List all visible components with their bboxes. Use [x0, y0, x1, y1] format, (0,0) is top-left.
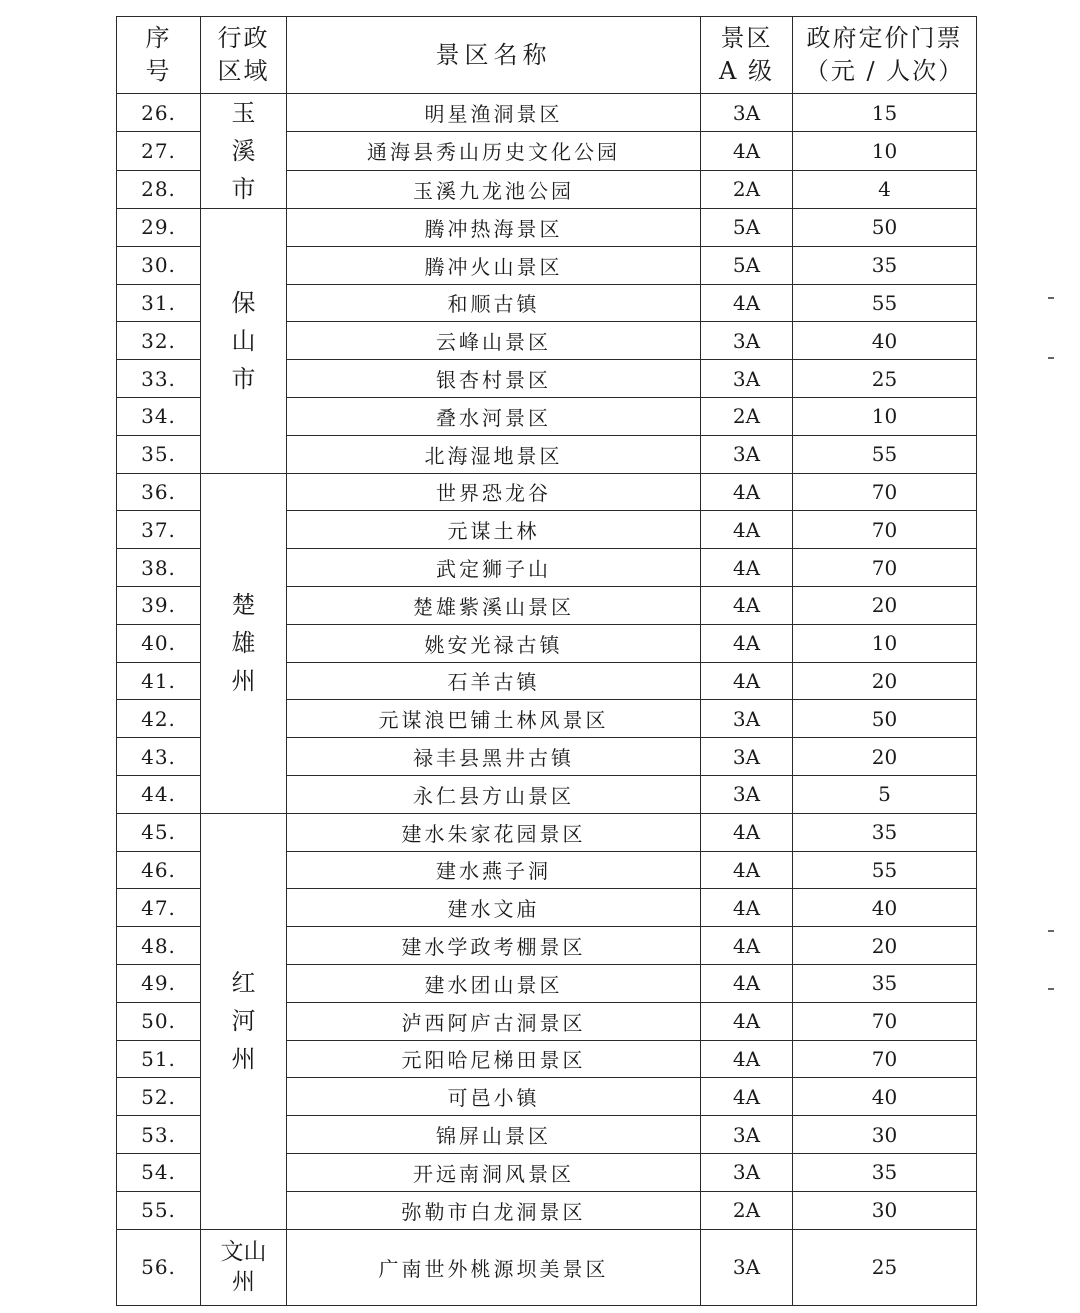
- table-row: [117, 209, 977, 247]
- scenic-area-name: 玉溪九龙池公园: [287, 170, 701, 208]
- row-number: 43.: [117, 738, 201, 776]
- region-label-char: 雄: [231, 629, 256, 658]
- table-row: [117, 473, 977, 511]
- row-number: 39.: [117, 586, 201, 624]
- ticket-price: 30: [793, 1116, 977, 1154]
- ticket-price: 20: [793, 927, 977, 965]
- scenic-area-name: 永仁县方山景区: [287, 775, 701, 813]
- ticket-price: 70: [793, 511, 977, 549]
- region-label-char: 楚: [231, 591, 256, 620]
- region-label-char: 山: [231, 326, 256, 355]
- scenic-area-name: 楚雄紫溪山景区: [287, 586, 701, 624]
- region-label-char: 保: [231, 288, 256, 317]
- row-number: 46.: [117, 851, 201, 889]
- a-grade: 4A: [701, 511, 793, 549]
- scenic-area-name: 元阳哈尼梯田景区: [287, 1040, 701, 1078]
- a-grade: 4A: [701, 1078, 793, 1116]
- row-number: 28.: [117, 170, 201, 208]
- region-label-char: 红: [231, 969, 256, 998]
- ticket-price: 20: [793, 662, 977, 700]
- a-grade: 4A: [701, 927, 793, 965]
- a-grade: 5A: [701, 209, 793, 247]
- a-grade: 4A: [701, 889, 793, 927]
- scenic-area-name: 石羊古镇: [287, 662, 701, 700]
- scenic-area-name: 建水文庙: [287, 889, 701, 927]
- ticket-price: 35: [793, 1153, 977, 1191]
- row-number: 27.: [117, 132, 201, 170]
- ticket-price: 40: [793, 889, 977, 927]
- row-number: 52.: [117, 1078, 201, 1116]
- scenic-area-name: 银杏村景区: [287, 360, 701, 398]
- a-grade: 3A: [701, 360, 793, 398]
- a-grade: 4A: [701, 549, 793, 587]
- a-grade: 4A: [701, 1002, 793, 1040]
- header-price-line2: （元 / 人次）: [804, 57, 965, 85]
- a-grade: 4A: [701, 662, 793, 700]
- ticket-price: 10: [793, 132, 977, 170]
- a-grade: 4A: [701, 964, 793, 1002]
- scenic-area-name: 叠水河景区: [287, 397, 701, 435]
- ticket-price: 25: [793, 1229, 977, 1305]
- a-grade: 4A: [701, 624, 793, 662]
- region-label-char: 溪: [231, 137, 256, 165]
- header-region: [201, 17, 287, 94]
- scenic-area-name: 明星渔洞景区: [287, 94, 701, 132]
- row-number: 55.: [117, 1191, 201, 1229]
- ticket-price: 25: [793, 360, 977, 398]
- header-grade: [701, 17, 793, 94]
- region-label-char: 州: [232, 1269, 255, 1296]
- region-label-char: 文山: [220, 1239, 267, 1266]
- ticket-price: 50: [793, 209, 977, 247]
- row-number: 37.: [117, 511, 201, 549]
- row-number: 36.: [117, 473, 201, 511]
- scenic-area-name: 可邑小镇: [287, 1078, 701, 1116]
- ticket-price: 15: [793, 94, 977, 132]
- a-grade: 2A: [701, 1191, 793, 1229]
- ticket-price: 20: [793, 586, 977, 624]
- row-number: 30.: [117, 246, 201, 284]
- table-row: [117, 1229, 977, 1305]
- scenic-area-name: 通海县秀山历史文化公园: [287, 132, 701, 170]
- ticket-price: 55: [793, 435, 977, 473]
- scenic-area-name: 开远南洞风景区: [287, 1153, 701, 1191]
- row-number: 26.: [117, 94, 201, 132]
- scenic-area-name: 建水燕子洞: [287, 851, 701, 889]
- ticket-price: 4: [793, 170, 977, 208]
- scenic-area-name: 泸西阿庐古洞景区: [287, 1002, 701, 1040]
- a-grade: 4A: [701, 1040, 793, 1078]
- ticket-price: 10: [793, 397, 977, 435]
- a-grade: 4A: [701, 813, 793, 851]
- region-label-char: 市: [231, 175, 256, 203]
- header-grade-line1: 景区: [720, 24, 773, 52]
- region-cell: [201, 209, 287, 474]
- row-number: 45.: [117, 813, 201, 851]
- ticket-price: 70: [793, 1040, 977, 1078]
- region-label-char: 玉: [231, 99, 256, 127]
- ticket-price: 55: [793, 284, 977, 322]
- row-number: 32.: [117, 322, 201, 360]
- scenic-area-name: 元谋浪巴铺土林风景区: [287, 700, 701, 738]
- margin-mark: [1048, 357, 1054, 359]
- ticket-price: 10: [793, 624, 977, 662]
- ticket-price: 30: [793, 1191, 977, 1229]
- a-grade: 3A: [701, 1116, 793, 1154]
- row-number: 42.: [117, 700, 201, 738]
- ticket-price: 55: [793, 851, 977, 889]
- a-grade: 4A: [701, 586, 793, 624]
- scenic-area-name: 腾冲热海景区: [287, 209, 701, 247]
- margin-mark: [1048, 297, 1054, 299]
- scenic-area-name: 元谋土林: [287, 511, 701, 549]
- row-number: 53.: [117, 1116, 201, 1154]
- row-number: 31.: [117, 284, 201, 322]
- header-seq: [117, 17, 201, 94]
- a-grade: 4A: [701, 284, 793, 322]
- a-grade: 4A: [701, 851, 793, 889]
- scenic-area-name: 弥勒市白龙洞景区: [287, 1191, 701, 1229]
- row-number: 49.: [117, 964, 201, 1002]
- scenic-area-name: 世界恐龙谷: [287, 473, 701, 511]
- row-number: 38.: [117, 549, 201, 587]
- row-number: 50.: [117, 1002, 201, 1040]
- row-number: 54.: [117, 1153, 201, 1191]
- header-price-line1: 政府定价门票: [806, 24, 963, 52]
- header-price: [793, 17, 977, 94]
- a-grade: 2A: [701, 170, 793, 208]
- row-number: 35.: [117, 435, 201, 473]
- a-grade: 5A: [701, 246, 793, 284]
- header-row: [117, 17, 977, 94]
- row-number: 29.: [117, 209, 201, 247]
- a-grade: 3A: [701, 94, 793, 132]
- scenic-area-name: 建水团山景区: [287, 964, 701, 1002]
- table-body: [117, 94, 977, 1306]
- scenic-area-name: 建水学政考棚景区: [287, 927, 701, 965]
- ticket-price: 70: [793, 549, 977, 587]
- ticket-price: 70: [793, 1002, 977, 1040]
- region-cell: [201, 94, 287, 209]
- ticket-price: 20: [793, 738, 977, 776]
- scenic-area-name: 广南世外桃源坝美景区: [287, 1229, 701, 1305]
- a-grade: 3A: [701, 322, 793, 360]
- scenic-area-name: 姚安光禄古镇: [287, 624, 701, 662]
- ticket-price-table: [116, 16, 977, 1306]
- scenic-area-name: 和顺古镇: [287, 284, 701, 322]
- region-label-char: 州: [231, 1045, 256, 1074]
- header-seq-line1: 序: [145, 24, 172, 52]
- a-grade: 4A: [701, 473, 793, 511]
- row-number: 44.: [117, 775, 201, 813]
- header-region-line2: 区域: [217, 57, 270, 85]
- a-grade: 3A: [701, 1153, 793, 1191]
- a-grade: 3A: [701, 700, 793, 738]
- table-row: [117, 813, 977, 851]
- a-grade: 3A: [701, 775, 793, 813]
- a-grade: 2A: [701, 397, 793, 435]
- margin-mark: [1048, 930, 1054, 932]
- margin-mark: [1048, 988, 1054, 990]
- region-cell: [201, 813, 287, 1229]
- header-region-line1: 行政: [217, 24, 270, 52]
- a-grade: 3A: [701, 738, 793, 776]
- region-label-char: 河: [231, 1007, 256, 1036]
- row-number: 48.: [117, 927, 201, 965]
- a-grade: 3A: [701, 1229, 793, 1305]
- scenic-area-name: 腾冲火山景区: [287, 246, 701, 284]
- region-label-char: 州: [231, 667, 256, 696]
- row-number: 34.: [117, 397, 201, 435]
- ticket-price: 50: [793, 700, 977, 738]
- row-number: 33.: [117, 360, 201, 398]
- row-number: 56.: [117, 1229, 201, 1305]
- region-label-char: 市: [231, 364, 256, 393]
- header-name: 景区名称: [287, 17, 701, 94]
- scenic-area-name: 云峰山景区: [287, 322, 701, 360]
- scenic-area-name: 北海湿地景区: [287, 435, 701, 473]
- ticket-price: 35: [793, 964, 977, 1002]
- row-number: 51.: [117, 1040, 201, 1078]
- ticket-price: 35: [793, 246, 977, 284]
- scenic-area-name: 建水朱家花园景区: [287, 813, 701, 851]
- row-number: 40.: [117, 624, 201, 662]
- ticket-price: 5: [793, 775, 977, 813]
- region-cell: [201, 473, 287, 813]
- region-cell: [201, 1229, 287, 1305]
- ticket-price: 40: [793, 1078, 977, 1116]
- row-number: 41.: [117, 662, 201, 700]
- ticket-price: 70: [793, 473, 977, 511]
- header-grade-line2: A 级: [719, 57, 774, 85]
- a-grade: 4A: [701, 132, 793, 170]
- ticket-price: 40: [793, 322, 977, 360]
- table-row: [117, 94, 977, 132]
- ticket-price: 35: [793, 813, 977, 851]
- a-grade: 3A: [701, 435, 793, 473]
- scenic-area-name: 锦屏山景区: [287, 1116, 701, 1154]
- header-seq-line2: 号: [145, 57, 172, 85]
- scenic-area-name: 武定狮子山: [287, 549, 701, 587]
- row-number: 47.: [117, 889, 201, 927]
- scenic-area-name: 禄丰县黑井古镇: [287, 738, 701, 776]
